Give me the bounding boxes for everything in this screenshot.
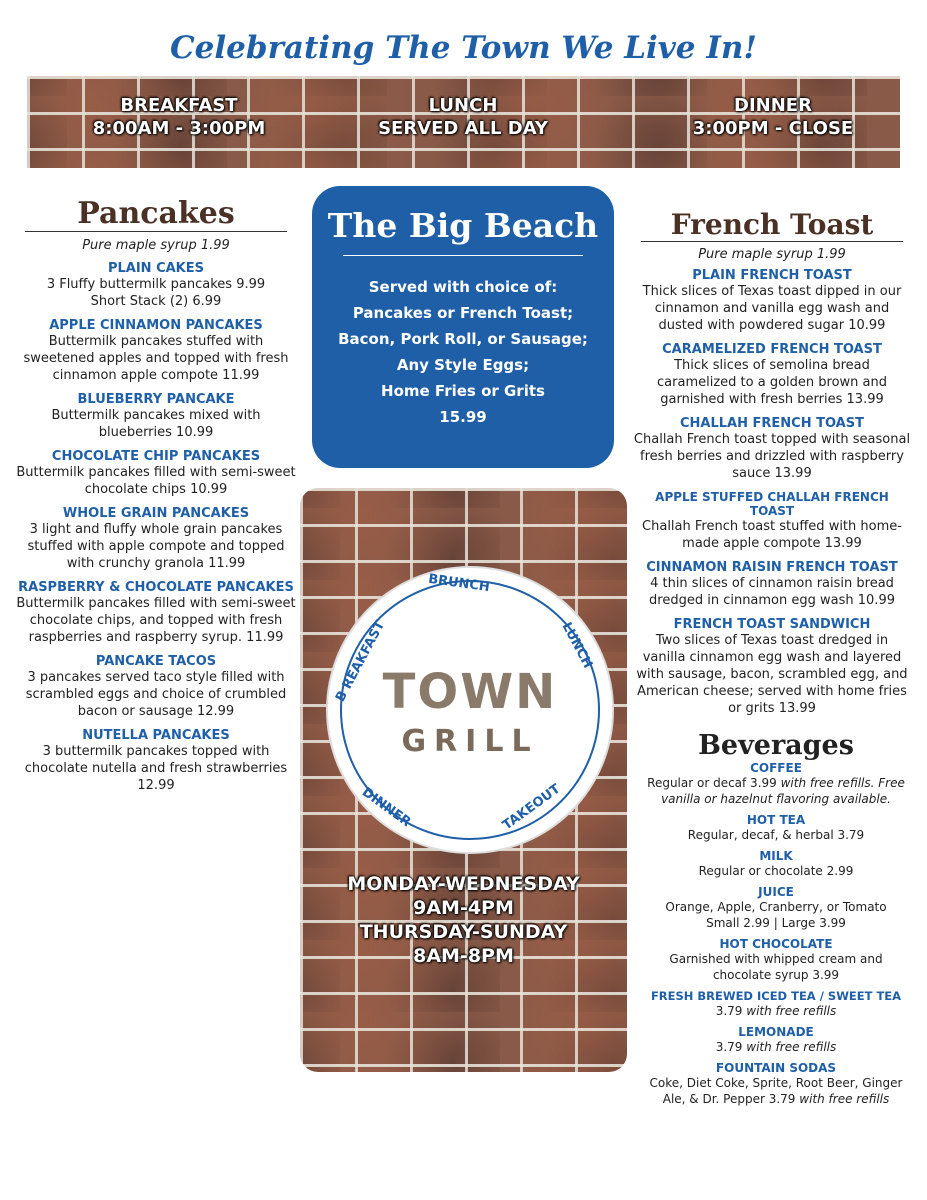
menu-item-desc: 3 pancakes served taco style filled with scrambled eggs and choice of crumbled bacon or sausage 12.99 (25, 670, 287, 719)
menu-item (633, 560, 911, 609)
page-tagline: Celebrating The Town We Live In! (170, 30, 757, 66)
menu-item-name: CARAMELIZED FRENCH TOAST (662, 342, 882, 357)
breakfast-label: BREAKFAST (120, 95, 238, 116)
logo-grill-text: GRILL (401, 724, 539, 759)
logo-ring-lunch: LUNCH (558, 620, 596, 671)
menu-item-name: CHOCOLATE CHIP PANCAKES (51, 449, 261, 464)
beverage-name: LEMONADE (738, 1025, 814, 1039)
french-toast-title: French Toast (670, 208, 874, 241)
beverage-desc: Coke, Diet Coke, Sprite, Root Beer, Ginger Ale, & Dr. Pepper 3.79 (649, 1076, 903, 1106)
beverage-desc: Regular or decaf 3.99 (647, 776, 777, 790)
weekly-hours-line: MONDAY-WEDNESDAY (347, 873, 580, 895)
breakfast-hours (49, 94, 309, 140)
beverage-desc: Garnished with whipped cream and chocolate syrup 3.99 (669, 952, 883, 982)
menu-item-desc: 3 Fluffy buttermilk pancakes 9.99 Short Stack (2) 6.99 (46, 277, 266, 309)
menu-item-desc: Two slices of Texas toast dredged in vanilla cinnamon egg wash and layered with sausage, bacon, scrambled egg, and American cheese; served with home fries or grits 13.99 (636, 633, 908, 716)
menu-item (14, 392, 298, 441)
beverages-list (645, 761, 907, 1107)
hours-banner (27, 76, 900, 168)
menu-item-name: NUTELLA PANCAKES (82, 728, 230, 743)
menu-item-name: BLUEBERRY PANCAKE (77, 392, 235, 407)
menu-item (633, 416, 911, 482)
weekly-hours (300, 872, 627, 968)
french-toast-section (633, 208, 911, 725)
beverage-item (645, 1061, 907, 1107)
menu-item-desc: Challah French toast stuffed with home-made apple compote 13.99 (642, 519, 902, 551)
beverage-item (645, 1025, 907, 1055)
menu-item (633, 342, 911, 408)
menu-item (14, 728, 298, 794)
big-beach-line: Home Fries or Grits (381, 382, 545, 400)
beverage-name: HOT TEA (746, 813, 806, 827)
town-grill-logo (328, 568, 612, 852)
beverage-name: HOT CHOCOLATE (719, 937, 833, 951)
menu-item-name: RASPBERRY & CHOCOLATE PANCAKES (18, 580, 294, 595)
menu-item (633, 490, 911, 552)
menu-item-name: PANCAKE TACOS (95, 654, 217, 669)
french-toast-list (633, 268, 911, 717)
big-beach-line: Bacon, Pork Roll, or Sausage; (338, 330, 588, 348)
beverage-item (645, 761, 907, 807)
big-beach-title: The Big Beach (327, 206, 599, 245)
pancakes-title: Pancakes (77, 196, 235, 231)
menu-item-name: PLAIN CAKES (107, 261, 205, 276)
menu-item-desc: 3 light and fluffy whole grain pancakes stuffed with apple compote and topped with crunchy granola 11.99 (27, 522, 285, 571)
beverage-desc: Orange, Apple, Cranberry, or Tomato Small 2.99 | Large 3.99 (665, 900, 887, 930)
menu-item-name: FRENCH TOAST SANDWICH (673, 617, 871, 632)
beverages-section (645, 730, 907, 1113)
dinner-time: 3:00PM - CLOSE (692, 118, 854, 139)
menu-item (633, 268, 911, 334)
beverage-note: with free refills (746, 1040, 837, 1054)
menu-item-name: CINNAMON RAISIN FRENCH TOAST (646, 560, 898, 575)
pancakes-list (14, 261, 298, 794)
beverage-desc: 3.79 (715, 1004, 743, 1018)
beverage-desc: Regular or chocolate 2.99 (698, 864, 854, 878)
menu-item-desc: Buttermilk pancakes filled with semi-sweet chocolate chips 10.99 (16, 465, 296, 497)
french-toast-divider (641, 241, 903, 242)
beverage-name: COFFEE (750, 761, 802, 775)
lunch-hours (333, 94, 593, 140)
weekly-hours-line: 9AM-4PM (413, 897, 514, 919)
logo-ring-dinner: DINNER (358, 784, 414, 831)
menu-item-desc: 4 thin slices of cinnamon raisin bread dredged in cinnamon egg wash 10.99 (649, 576, 895, 608)
logo-ring-breakfast: B REAKFAST (333, 618, 389, 705)
pancakes-divider (25, 231, 287, 232)
menu-item-desc: Challah French toast topped with seasonal fresh berries and drizzled with raspberry sauce 13.99 (633, 432, 911, 481)
logo-town-text: TOWN (382, 664, 558, 720)
lunch-label: LUNCH (428, 95, 498, 116)
beverage-item (645, 989, 907, 1019)
weekly-hours-line: 8AM-8PM (413, 945, 514, 967)
big-beach-divider (343, 255, 583, 256)
beverage-item (645, 885, 907, 931)
menu-item-name: CHALLAH FRENCH TOAST (680, 416, 864, 431)
beverage-desc: 3.79 (715, 1040, 743, 1054)
menu-item (14, 506, 298, 572)
menu-item-name: APPLE CINNAMON PANCAKES (49, 318, 263, 333)
menu-item (14, 261, 298, 310)
lunch-time: SERVED ALL DAY (378, 118, 548, 139)
menu-item-name: PLAIN FRENCH TOAST (692, 268, 852, 283)
menu-item-desc: Thick slices of Texas toast dipped in our cinnamon and vanilla egg wash and dusted with powdered sugar 10.99 (642, 284, 902, 333)
menu-item (633, 617, 911, 717)
dinner-label: DINNER (734, 95, 812, 116)
french-toast-syrup-note: Pure maple syrup 1.99 (698, 247, 846, 262)
beverage-name: MILK (759, 849, 793, 863)
beverage-desc: Regular, decaf, & herbal 3.79 (687, 828, 865, 842)
beverage-name: FRESH BREWED ICED TEA / SWEET TEA (650, 989, 902, 1003)
dinner-hours (643, 94, 903, 140)
menu-item-desc: Buttermilk pancakes mixed with blueberries 10.99 (51, 408, 261, 440)
weekly-hours-line: THURSDAY-SUNDAY (359, 921, 568, 943)
big-beach-special (312, 186, 614, 468)
beverages-title: Beverages (698, 730, 854, 761)
pancakes-syrup-note: Pure maple syrup 1.99 (82, 238, 230, 253)
big-beach-line: Served with choice of: (368, 278, 558, 296)
logo-ring-takeout: TAKEOUT (500, 781, 564, 834)
beverage-note: with free refills (799, 1092, 890, 1106)
beverage-item (645, 813, 907, 843)
menu-item-name: WHOLE GRAIN PANCAKES (62, 506, 250, 521)
beverage-note: with free refills (746, 1004, 837, 1018)
beverage-item (645, 849, 907, 879)
breakfast-time: 8:00AM - 3:00PM (92, 118, 266, 139)
beverage-name: JUICE (758, 885, 794, 899)
big-beach-price: 15.99 (439, 408, 487, 426)
beverage-name: FOUNTAIN SODAS (715, 1061, 837, 1075)
menu-item-desc: Thick slices of semolina bread caramelized to a golden brown and garnished with fresh berries 13.99 (657, 358, 887, 407)
beverage-item (645, 937, 907, 983)
menu-item-desc: 3 buttermilk pancakes topped with chocolate nutella and fresh strawberries 12.99 (24, 744, 288, 793)
menu-item (14, 449, 298, 498)
menu-item (14, 580, 298, 646)
big-beach-line: Any Style Eggs; (396, 356, 530, 374)
menu-item-desc: Buttermilk pancakes stuffed with sweetened apples and topped with fresh cinnamon apple compote 11.99 (23, 334, 289, 383)
logo-ring-brunch: BRUNCH (427, 571, 491, 596)
menu-item (14, 654, 298, 720)
big-beach-line: Pancakes or French Toast; (352, 304, 574, 322)
menu-item-desc: Buttermilk pancakes filled with semi-sweet chocolate chips, and topped with fresh raspberries and raspberry syrup. 11.99 (16, 596, 296, 645)
pancakes-section (14, 196, 298, 802)
menu-item-name: APPLE STUFFED CHALLAH FRENCH TOAST (655, 490, 889, 518)
menu-item (14, 318, 298, 384)
beverage-note: with free refills. Free vanilla or hazelnut flavoring available. (661, 776, 905, 806)
